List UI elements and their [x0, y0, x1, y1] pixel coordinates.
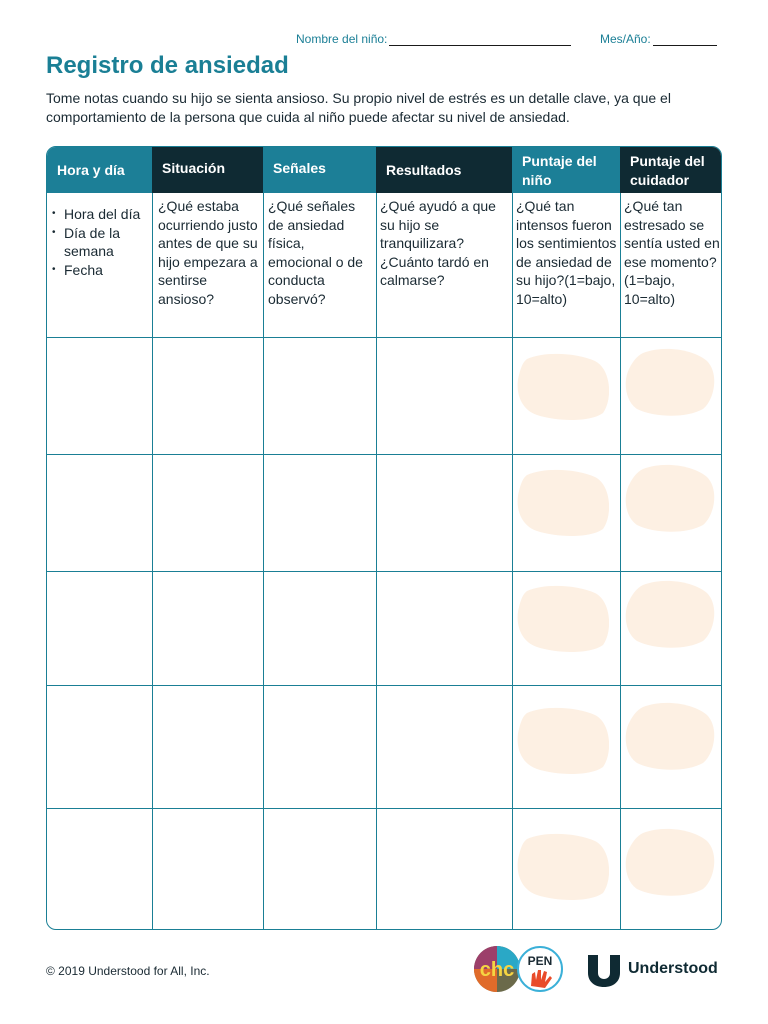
caregiver-score-blob[interactable] — [623, 347, 717, 417]
child-name-line[interactable] — [389, 35, 571, 46]
child-score-blob[interactable] — [515, 705, 609, 775]
time-day-hints — [52, 205, 150, 279]
header-results: Resultados — [376, 147, 512, 193]
month-year-field[interactable] — [600, 32, 717, 48]
table-header-row — [47, 147, 721, 193]
column-divider — [512, 193, 513, 929]
child-score-prompt: ¿Qué tan intensos fueron los sentimientos de ansiedad de su hijo?(1=bajo, 10=alto) — [516, 198, 617, 307]
month-year-label: Mes/Año: — [600, 32, 651, 46]
caregiver-score-blob[interactable] — [623, 827, 717, 897]
page-title: Registro de ansiedad — [46, 52, 289, 79]
child-score-blob[interactable] — [515, 583, 609, 653]
child-score-blob[interactable] — [515, 467, 609, 537]
column-divider — [620, 193, 621, 929]
column-divider — [152, 193, 153, 929]
chc-logo-text: chc — [479, 959, 515, 981]
pen-logo-text: PEN — [527, 954, 553, 968]
list-item: • Hora del día — [52, 205, 150, 224]
caregiver-score-blob[interactable] — [623, 579, 717, 649]
situation-prompt: ¿Qué estaba ocurriendo justo antes de que su hijo empezara a sentirse ansioso? — [158, 198, 258, 307]
header-child-score: Puntaje del niño — [512, 147, 620, 193]
row-divider — [47, 685, 721, 686]
anxiety-log-table — [46, 146, 722, 930]
caregiver-score-prompt: ¿Qué tan estresado se sentía usted en ese momento? (1=bajo, 10=alto) — [624, 198, 720, 307]
pen-logo — [517, 946, 563, 992]
list-item: • Día de la semana — [52, 224, 150, 261]
child-name-label: Nombre del niño: — [296, 32, 388, 46]
signals-prompt: ¿Qué señales de ansiedad física, emocional o de conducta observó? — [268, 198, 363, 307]
header-situation: Situación — [152, 147, 263, 193]
chc-logo — [474, 946, 520, 992]
copyright-text: © 2019 Understood for All, Inc. — [46, 964, 210, 978]
understood-logo-icon — [586, 953, 622, 987]
column-divider — [263, 193, 264, 929]
child-score-blob[interactable] — [515, 831, 609, 901]
child-score-blob[interactable] — [515, 351, 609, 421]
list-item: • Fecha — [52, 261, 150, 280]
row-divider — [47, 337, 721, 338]
brand-name: Understood — [628, 960, 718, 977]
month-year-line[interactable] — [653, 35, 717, 46]
column-divider — [376, 193, 377, 929]
header-caregiver-score: Puntaje del cuidador — [620, 147, 722, 193]
header-time-day: Hora y día — [47, 147, 152, 193]
row-divider — [47, 808, 721, 809]
caregiver-score-blob[interactable] — [623, 463, 717, 533]
row-divider — [47, 571, 721, 572]
child-name-field[interactable] — [296, 32, 571, 48]
results-prompt: ¿Qué ayudó a que su hijo se tranquilizara? ¿Cuánto tardó en calmarse? — [380, 198, 496, 288]
intro-text: Tome notas cuando su hijo se sienta ansioso. Su propio nivel de estrés es un detalle clave, ya que el comportamiento de la persona que cuida al niño puede afectar su nivel de ansiedad. — [46, 90, 671, 125]
header-signals: Señales — [263, 147, 376, 193]
row-divider — [47, 454, 721, 455]
caregiver-score-blob[interactable] — [623, 701, 717, 771]
